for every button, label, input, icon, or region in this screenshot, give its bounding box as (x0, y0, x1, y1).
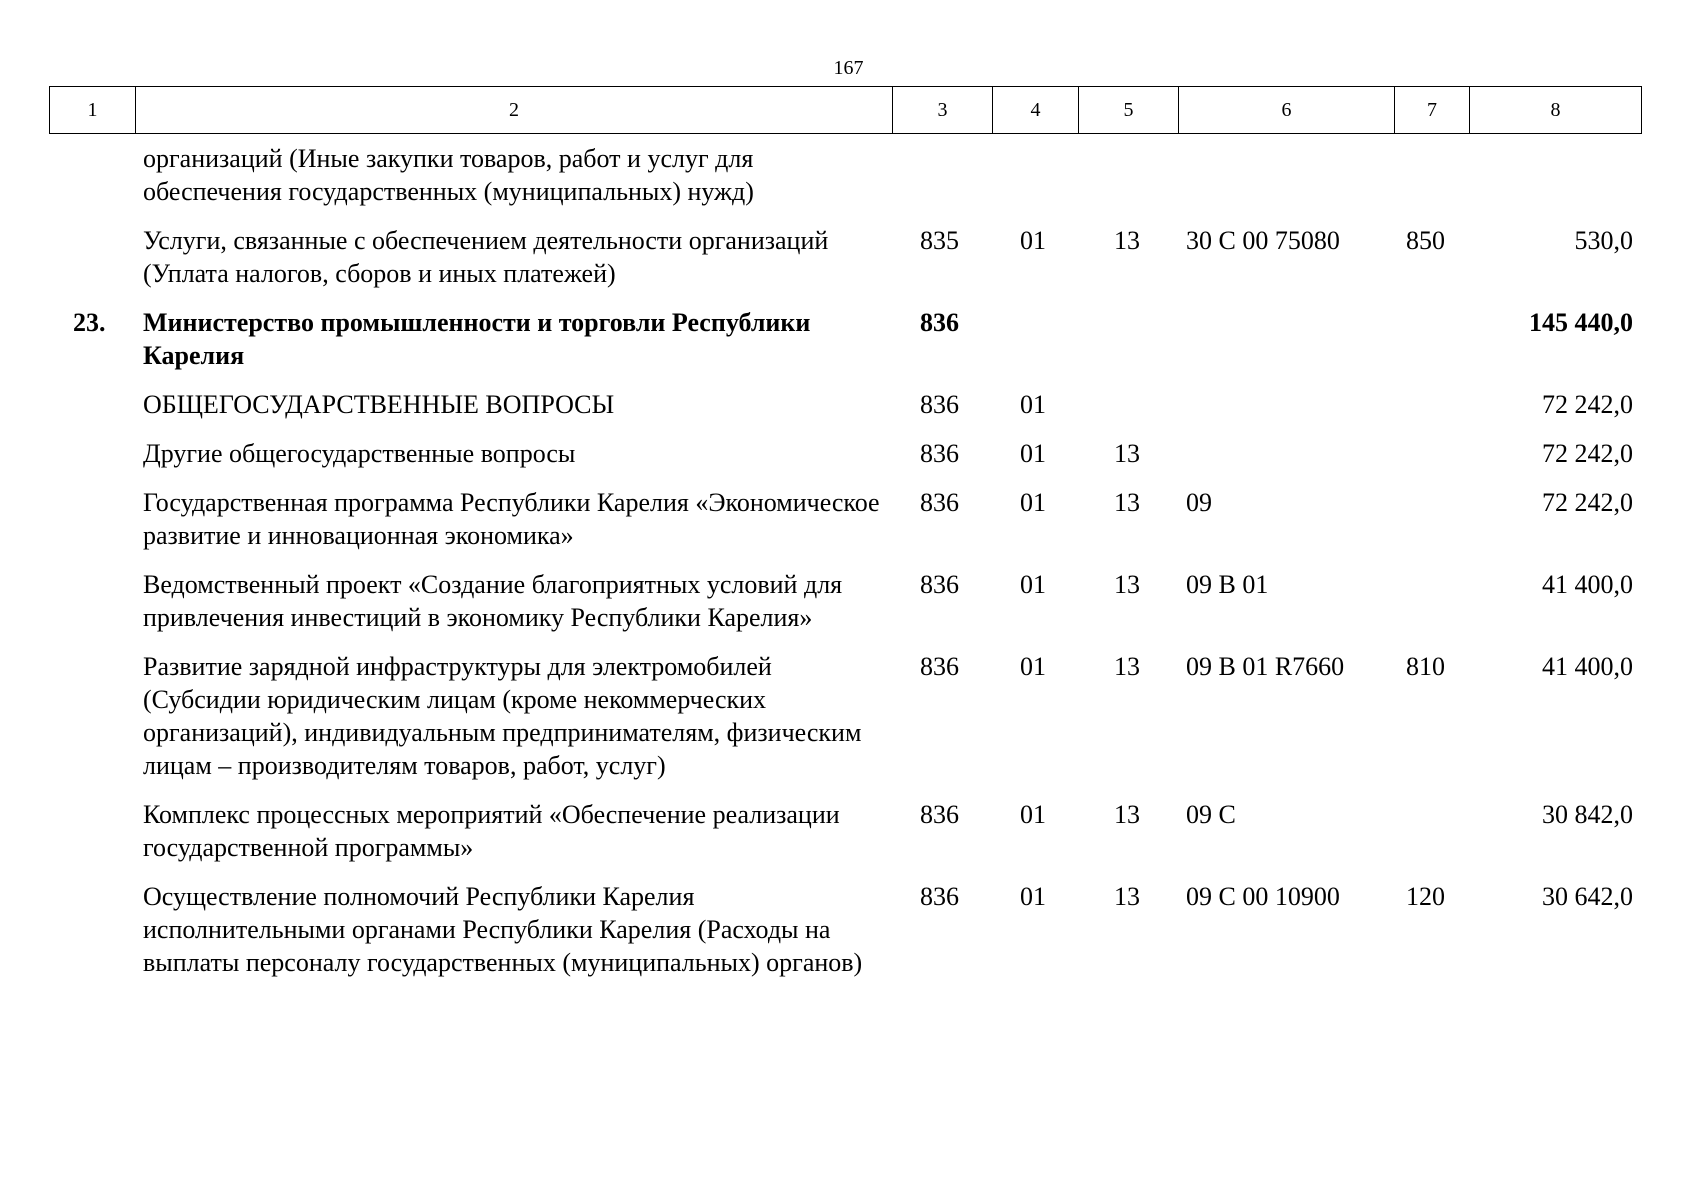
row-name: Осуществление полномочий Республики Карелия исполнительными органами Республики Карелия (Расходы на выплаты персоналу государственных (муниципальных) органов) (143, 882, 863, 977)
row-section-code: 01 (1020, 882, 1046, 911)
table-row (49, 142, 1641, 208)
row-amount: 145 440,0 (1529, 308, 1633, 337)
row-number (49, 568, 135, 634)
row-subsection-code: 13 (1114, 488, 1140, 517)
row-number (49, 880, 135, 979)
row-grbs-code: 836 (920, 652, 959, 681)
row-expense-type-code (1394, 798, 1469, 864)
row-name: Ведомственный проект «Создание благоприятных условий для привлечения инвестиций в экономику Республики Карелия» (143, 570, 843, 632)
row-number (49, 388, 135, 421)
column-header-7: 7 (1395, 87, 1470, 134)
column-header-8: 8 (1470, 87, 1642, 134)
budget-table-body (49, 142, 1641, 995)
row-grbs-code: 836 (920, 800, 959, 829)
row-expense-type-code (1394, 306, 1469, 372)
column-header-2: 2 (136, 87, 893, 134)
table-row (49, 880, 1641, 979)
row-name: ОБЩЕГОСУДАРСТВЕННЫЕ ВОПРОСЫ (143, 390, 615, 419)
row-name: организаций (Иные закупки товаров, работ и услуг для обеспечения государственных (муниципальных) нужд) (143, 144, 754, 206)
row-name: Другие общегосударственные вопросы (143, 439, 576, 468)
row-amount: 72 242,0 (1542, 439, 1633, 468)
row-section-code (992, 142, 1078, 208)
row-expense-type-code (1394, 568, 1469, 634)
row-subsection-code: 13 (1114, 800, 1140, 829)
row-subsection-code: 13 (1114, 226, 1140, 255)
row-amount: 41 400,0 (1542, 570, 1633, 599)
row-grbs-code: 836 (920, 882, 959, 911)
row-section-code: 01 (1020, 439, 1046, 468)
column-header-row (50, 87, 1642, 134)
row-name: Министерство промышленности и торговли Республики Карелия (143, 308, 811, 370)
row-number (49, 437, 135, 470)
row-target-article-code (1178, 142, 1394, 208)
row-section-code: 01 (1020, 570, 1046, 599)
row-target-article-code (1178, 306, 1394, 372)
row-section-code: 01 (1020, 488, 1046, 517)
row-target-article-code: 09 (1186, 488, 1212, 517)
row-section-code (992, 306, 1078, 372)
table-row (49, 650, 1641, 782)
row-expense-type-code (1394, 437, 1469, 470)
column-header-1: 1 (50, 87, 136, 134)
row-number (49, 798, 135, 864)
row-target-article-code: 09 С (1186, 800, 1236, 829)
row-name: Услуги, связанные с обеспечением деятельности организаций (Уплата налогов, сборов и иных платежей) (143, 226, 829, 288)
row-number (49, 486, 135, 552)
row-target-article-code: 09 С 00 10900 (1186, 882, 1340, 911)
row-target-article-code: 09 В 01 R7660 (1186, 652, 1345, 681)
row-section-code: 01 (1020, 800, 1046, 829)
row-target-article-code: 09 В 01 (1186, 570, 1269, 599)
row-section-code: 01 (1020, 226, 1046, 255)
row-subsection-code: 13 (1114, 439, 1140, 468)
row-section-code: 01 (1020, 390, 1046, 419)
row-grbs-code: 836 (920, 390, 959, 419)
row-subsection-code (1078, 306, 1178, 372)
row-expense-type-code: 120 (1406, 882, 1445, 911)
column-header-4: 4 (993, 87, 1079, 134)
row-amount (1469, 142, 1641, 208)
row-grbs-code: 836 (920, 570, 959, 599)
page-number: 167 (833, 57, 864, 79)
row-expense-type-code (1394, 142, 1469, 208)
row-grbs-code: 836 (920, 439, 959, 468)
row-name: Комплекс процессных мероприятий «Обеспечение реализации государственной программы» (143, 800, 840, 862)
row-amount: 30 842,0 (1542, 800, 1633, 829)
row-name: Развитие зарядной инфраструктуры для электромобилей (Субсидии юридическим лицам (кроме некоммерческих организаций), индивидуальным предпринимателям, физическим лицам – производителям товаров, работ, услуг) (143, 652, 862, 780)
row-amount: 530,0 (1574, 226, 1633, 255)
row-amount: 72 242,0 (1542, 488, 1633, 517)
row-expense-type-code: 850 (1406, 226, 1445, 255)
row-amount: 72 242,0 (1542, 390, 1633, 419)
row-grbs-code: 836 (920, 308, 959, 337)
row-number (49, 650, 135, 782)
table-row (49, 486, 1641, 552)
row-expense-type-code (1394, 388, 1469, 421)
table-row (49, 224, 1641, 290)
row-expense-type-code (1394, 486, 1469, 552)
row-number: 23. (73, 308, 106, 337)
row-subsection-code (1078, 388, 1178, 421)
row-subsection-code: 13 (1114, 652, 1140, 681)
row-name: Государственная программа Республики Карелия «Экономическое развитие и инновационная экономика» (143, 488, 880, 550)
row-number (49, 142, 135, 208)
row-subsection-code: 13 (1114, 882, 1140, 911)
table-row (49, 798, 1641, 864)
table-row (49, 306, 1641, 372)
row-amount: 41 400,0 (1542, 652, 1633, 681)
row-amount: 30 642,0 (1542, 882, 1633, 911)
column-header-5: 5 (1079, 87, 1179, 134)
row-grbs-code: 835 (920, 226, 959, 255)
column-header-table (49, 86, 1642, 134)
table-row (49, 388, 1641, 421)
column-header-3: 3 (893, 87, 993, 134)
row-section-code: 01 (1020, 652, 1046, 681)
table-row (49, 437, 1641, 470)
table-row (49, 568, 1641, 634)
row-subsection-code: 13 (1114, 570, 1140, 599)
row-grbs-code: 836 (920, 488, 959, 517)
row-number (49, 224, 135, 290)
row-target-article-code (1178, 388, 1394, 421)
row-subsection-code (1078, 142, 1178, 208)
row-target-article-code (1178, 437, 1394, 470)
row-grbs-code (892, 142, 992, 208)
row-target-article-code: 30 С 00 75080 (1186, 226, 1340, 255)
column-header-6: 6 (1179, 87, 1395, 134)
row-expense-type-code: 810 (1406, 652, 1445, 681)
